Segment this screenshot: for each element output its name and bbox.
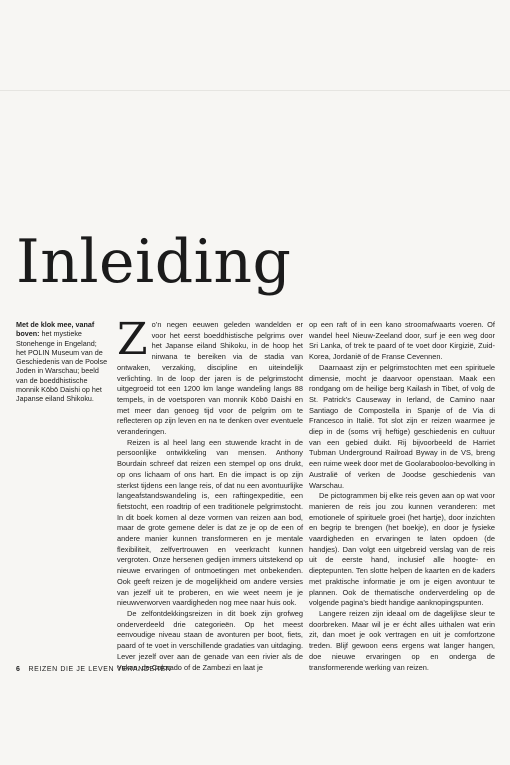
page-number: 6	[16, 666, 21, 673]
paragraph: De pictogrammen bij elke reis geven aan op wat voor manieren de reis jou zou kunnen veranderen: met emotionele of spirituele groei (het hartje), door inzichten en begrip te brengen (het boekje), en door je fysieke vaardigheden en ervaringen te laten opdoen (de handjes). Dan volgt een uitgebreid verslag van de reis uit de eerste hand, inclusief alle hoogte- en dieptepunten. Ten slotte helpen de kaarten en de kaders met praktische informatie je om je eigen avontuur te plannen. Ook de thematische onderverdeling op de volgende pagina’s biedt handige aanknopingspunten.	[309, 491, 495, 608]
caption-lead: Met de klok mee, vanaf boven:	[16, 320, 95, 339]
page-footer	[16, 666, 171, 673]
drop-cap: Z	[117, 314, 148, 365]
photo-caption	[16, 320, 108, 404]
paragraph: Reizen is al heel lang een stuwende kracht in de persoonlijke ontwikkeling van mensen. Anthony Bourdain schreef dat reizen een stempel op ons drukt, op ons lichaam of ons hart. En die impact is op zijn sterkst tijdens een lange reis, of dat nu een avontuurlijke langeafstandswandeling is, een raftingexpeditie, een fietstocht, een roadtrip of een traditionele pelgrimstocht. In dit boek komen al deze vormen van reizen aan bod, maar de grote gemene deler is dat ze je op de een of andere manier kunnen transformeren en je mentale flexibiliteit, zelfvertrouwen en veerkracht kunnen vergroten. Onze hersenen gedijen immers uitstekend op nieuwe ervaringen of ontmoetingen met onbekenden. Ook geeft reizen je de mogelijkheid om andere versies van jezelf uit te proberen, en wie weet neem je je nieuwverworven vaardigheden nog mee naar huis ook.	[117, 437, 303, 608]
paragraph: De zelfontdekkingsreizen in dit boek zijn grofweg onderverdeeld drie categorieën. Op het meest eenvoudige niveau staan de avonturen per boot, fiets, paard of te voet in verschillende gradaties van uitdaging. Lever jezelf over aan de genade van een rivier als de Yukon, de Colorado of de Zambezi en laat je	[117, 608, 303, 672]
paragraph: op een raft of in een kano stroomafwaarts voeren. Of wandel heel Nieuw-Zeeland door, surf je een weg door Sri Lanka, of trek te paard of te voet door Kirgizië, Zuid-Korea, Jordanië of de Franse Cevennen.	[309, 320, 495, 362]
body-column-right	[309, 320, 495, 673]
running-title: REIZEN DIE JE LEVEN VERANDEREN	[28, 666, 172, 673]
page-title: Inleiding	[16, 227, 292, 297]
paragraph: Langere reizen zijn ideaal om de dagelijkse sleur te doorbreken. Maar wil je er écht alles uithalen wat erin zit, dan moet je ook vertragen en uit je comfortzone treden. Blijf gewoon eens ergens wat langer hangen, doe nieuwe ervaringen op en onderga de transformerende werking van reizen.	[309, 608, 495, 672]
body-column-left	[117, 314, 303, 673]
top-divider	[0, 90, 510, 91]
caption-text: het mystieke Stonehenge in Engeland; het POLIN Museum van de Geschiedenis van de Poolse Joden in Warschau; beeld van de boeddhistische monnik Kōbō Daishi op het Japanse eiland Shikoku.	[16, 329, 108, 404]
paragraph: Daarnaast zijn er pelgrimstochten met een spirituele dimensie, mocht je daarvoor openstaan. Maak een rondgang om de heilige berg Kailash in Tibet, of volg de St. Patrick’s Causeway in Ierland, de Camino naar Santiago de Compostella in Spanje of de Via di Francesco in Italië. Tot slot zijn er reizen waarmee je diep in de (soms vrij heftige) geschiedenis en cultuur van een gebied duikt. Rij bijvoorbeeld de Harriet Tubman Underground Railroad Byway in de VS, breng een ruime week door met de Goolarabooloo-bevolking in Australië of verken de Joodse geschiedenis van Warschau.	[309, 362, 495, 490]
paragraph: o’n negen eeuwen geleden wandelden er voor het eerst boeddhistische pelgrims over het Japanse eiland Shikoku, in de hoop het nirwana te bereiken via de stadia van ontwaken, verzaking, discipline en uiteindelijk verlichting. In de loop der jaren is de pelgrimstocht uitgegroeid tot een 1200 km lange wandeling langs 88 tempels, in de voetsporen van monnik Kōbō Daishi en met meer dan genoeg tijd voor de pelgrim om te reflecteren op zijn leven en na te denken over eventuele veranderingen.	[117, 320, 303, 437]
